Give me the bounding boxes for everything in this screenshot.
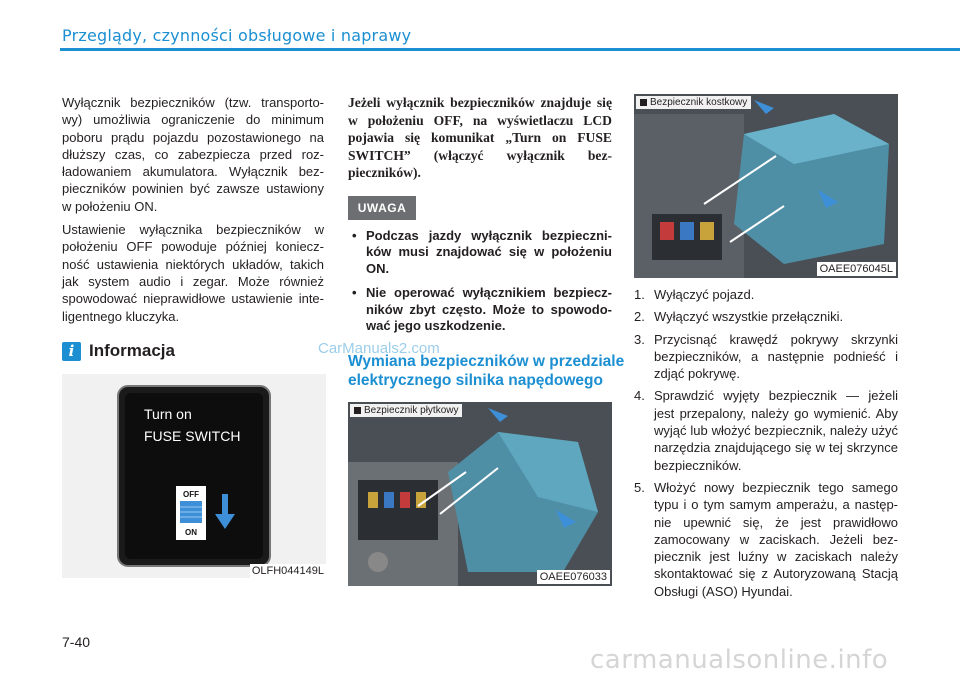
watermark-logo: CarManuals2.com bbox=[318, 340, 440, 357]
info-title: Informacja bbox=[89, 341, 175, 360]
fuse-switch-display-figure bbox=[62, 374, 326, 578]
lcd-display-illustration bbox=[62, 374, 326, 578]
fuse-switch-off-note: Ustawienie wyłącznika bezpieczników w położeniu OFF powoduje później koniecz-ność ustawienia niektórych układów, takich jak system audio i zegar. Może również spowodować nieprawidłowe ustawienie inte-ligentnego kluczyka. bbox=[62, 222, 324, 324]
fuse-switch-description: Wyłącznik bezpieczników (tzw. transporto-wy) umożliwia ograniczenie do minimum poboru prądu pojazdu pozostawionego na dłuższy czas, co zabezpiecza przed roz-ładowaniem akumulatora. Wyłącznik bez-pieczników powinien być zawsze ustawiony w położeniu ON. bbox=[62, 95, 324, 214]
list-item: 2. Wyłączyć wszystkie przełączniki. bbox=[634, 309, 844, 325]
warning-badge: UWAGA bbox=[348, 196, 416, 220]
info-icon: i bbox=[62, 342, 81, 361]
figure-code: OLFH044149L bbox=[251, 565, 324, 577]
engine-compartment-photo bbox=[348, 402, 612, 586]
switch-on-label: ON bbox=[185, 528, 197, 537]
blade-fuse-figure bbox=[348, 402, 612, 586]
list-item: 5. Włożyć nowy bezpiecznik tego samego typu i o tym samym amperażu, a następ-nie upewnić się, że jest prawidłowo zamocowany w zaciskach. Jeżeli bez-piecznik jest luźny w zaciskach należy skontaktować się z Autoryzowaną Stacją Obsługi (ASO) Hyundai. bbox=[634, 479, 898, 599]
figure-code: OAEE076045L bbox=[817, 262, 896, 276]
figure-caption: Bezpiecznik płytkowy bbox=[350, 404, 462, 417]
page-number: 7-40 bbox=[62, 634, 91, 650]
header-divider bbox=[60, 48, 960, 51]
switch-off-label: OFF bbox=[183, 490, 199, 499]
left-column bbox=[62, 94, 324, 331]
page-header-title: Przeglądy, czynności obsługowe i naprawy bbox=[62, 26, 412, 45]
warning-list bbox=[350, 228, 612, 342]
footer-watermark: carmanualsonline.info bbox=[590, 645, 889, 675]
info-heading bbox=[62, 341, 175, 361]
section-title: Wymiana bezpieczników w przedziale elektrycznego silnika napędowego bbox=[348, 353, 625, 389]
warning-item: • Nie operować wyłącznikiem bezpiecz-ników zbyt często. Może to spowodo-wać jego uszkodzenie. bbox=[350, 285, 612, 334]
figure-caption: Bezpiecznik kostkowy bbox=[636, 96, 751, 109]
warning-item: • Podczas jazdy wyłącznik bezpieczni-ków musi znajdować się w położeniu ON. bbox=[350, 228, 612, 277]
fuse-replacement-steps bbox=[634, 286, 898, 605]
list-item: 4. Sprawdzić wyjęty bezpiecznik — jeżeli jest przepalony, należy go wymienić. Aby wyjąć lub włożyć bezpiecznik, należy użyć narzędzia znajdującego się w tej skrzynce bezpieczników. bbox=[634, 388, 898, 473]
list-item: 3. Przycisnąć krawędź pokrywy skrzynki bezpieczników, a następnie podnieść i zdjąć pokrywę. bbox=[634, 331, 898, 382]
fuse-box-photo bbox=[634, 94, 898, 278]
lcd-line-1: Turn on bbox=[144, 406, 192, 422]
figure-code: OAEE076033 bbox=[537, 570, 610, 584]
list-item: 1. Wyłączyć pojazd. bbox=[634, 287, 755, 302]
lcd-message-note: Jeżeli wyłącznik bezpieczników znajduje się w położeniu OFF, na wyświetlaczu LCD pojawia się komunikat „Turn on FUSE SWITCH” (włączyć wyłącznik bez-pieczników). bbox=[348, 95, 612, 181]
cartridge-fuse-figure bbox=[634, 94, 898, 278]
lcd-line-2: FUSE SWITCH bbox=[144, 428, 241, 444]
middle-column bbox=[348, 94, 612, 188]
